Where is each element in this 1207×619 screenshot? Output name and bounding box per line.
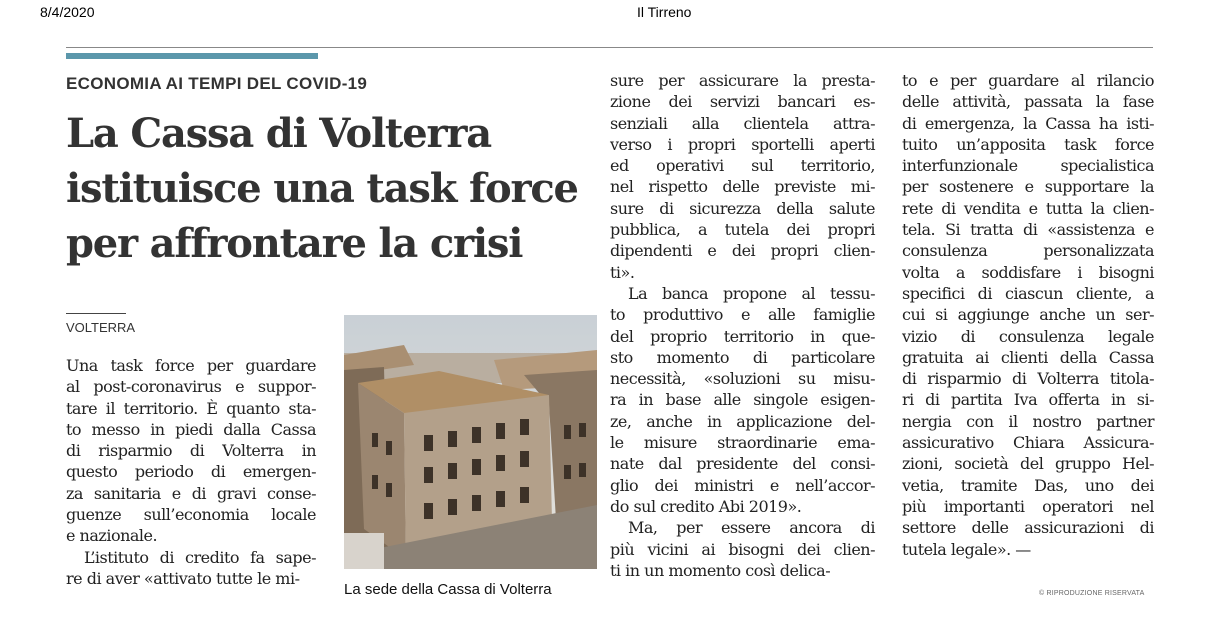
body-text-line: vetia, tramite Das, uno dei (902, 475, 1154, 495)
body-text-line: delle attività, passata la fase (902, 92, 1154, 112)
body-text-line: re di aver «attivato tutte le mi- (66, 568, 300, 588)
body-text-line: nel rispetto delle previste mi- (610, 177, 875, 197)
body-text-line: ra in base alle singole esigen- (610, 390, 875, 410)
body-text-line: zioni, società del gruppo Hel- (902, 454, 1154, 474)
newspaper-name: Il Tirreno (637, 4, 692, 20)
body-text-line: cui si aggiunge anche un ser- (902, 305, 1154, 325)
body-text-line: tare il territorio. È quanto sta- (66, 398, 316, 418)
body-text-line: più vicini ai bisogni dei clien- (610, 539, 875, 559)
body-text-line: tela. Si tratta di «assistenza e (902, 220, 1154, 240)
body-text-line: guenze sull’economia locale (66, 505, 316, 525)
copyright-notice: © RIPRODUZIONE RISERVATA (1039, 590, 1145, 597)
body-column-3 (902, 70, 1154, 560)
body-text-line: sto momento di particolare (610, 347, 875, 367)
article-kicker: ECONOMIA AI TEMPI DEL COVID-19 (66, 74, 368, 93)
body-text-line: do sul credito Abi 2019». (610, 496, 802, 516)
top-rule (66, 47, 1153, 48)
headline-line: La Cassa di Volterra (66, 110, 491, 157)
article-headline (66, 106, 606, 271)
print-date: 8/4/2020 (40, 4, 95, 20)
body-text-line: sure di sicurezza della salute (610, 198, 875, 218)
body-text-line: tuito un’apposita task force (902, 134, 1154, 154)
body-text-line: di risparmio di Volterra in (66, 441, 316, 461)
body-text-line: rete di vendita e tutta la clien- (902, 198, 1154, 218)
body-text-line: to messo in piedi dalla Cassa (66, 419, 316, 439)
body-text-line: necessità, «soluzioni su misu- (610, 369, 875, 389)
body-text-line: al post-coronavirus e suppor- (66, 377, 316, 397)
body-text-line: ri di partita Iva offerta in si- (902, 390, 1154, 410)
body-text-line: ti». (610, 262, 635, 282)
building-photo-icon (344, 315, 597, 569)
body-text-line: interfunzionale specialistica (902, 156, 1154, 176)
body-text-line: pubblica, a tutela dei propri (610, 220, 875, 240)
body-text-line: Ma, per essere ancora di (628, 518, 875, 538)
body-text-line: to produttivo e alle famiglie (610, 305, 875, 325)
body-text-line: vizio di consulenza legale (902, 326, 1154, 346)
body-text-line: consulenza personalizzata (902, 241, 1154, 261)
body-text-line: dipendenti e dei propri clien- (610, 241, 875, 261)
body-text-line: nate dal presidente del consi- (610, 454, 875, 474)
body-text-line: za sanitaria e di gravi conse- (66, 483, 316, 503)
body-text-line: per sostenere e supportare la (902, 177, 1154, 197)
body-text-line: to e per guardare al rilancio (902, 71, 1154, 90)
building-photo (344, 315, 597, 569)
body-text-line: le misure straordinarie ema- (610, 433, 875, 453)
body-text-line: tutela legale». — (902, 539, 1031, 559)
body-text-line: di emergenza, la Cassa ha isti- (902, 113, 1154, 133)
dateline-location: VOLTERRA (66, 320, 136, 335)
body-text-line: L’istituto di credito fa sape- (84, 547, 316, 567)
body-text-line: nergia con il nostro partner (902, 411, 1154, 431)
body-text-line: verso i propri sportelli aperti (610, 134, 875, 154)
location-rule (66, 313, 126, 314)
body-text-line: La banca propone al tessu- (628, 283, 875, 303)
section-accent-bar (66, 53, 318, 59)
body-text-line: zione dei servizi bancari es- (610, 92, 875, 112)
body-text-line: ed operativi sul territorio, (610, 156, 875, 176)
body-text-line: Una task force per guardare (66, 356, 316, 375)
body-text-line: ti in un momento così delica- (610, 560, 831, 580)
body-text-line: del proprio territorio in que- (610, 326, 875, 346)
body-text-line: di risparmio di Volterra titola- (902, 369, 1154, 389)
body-text-line: volta a soddisfare i bisogni (902, 262, 1154, 282)
photo-caption: La sede della Cassa di Volterra (344, 581, 552, 598)
body-text-line: gratuita ai clienti della Cassa (902, 347, 1154, 367)
body-column-2 (610, 70, 875, 581)
body-text-line: specifici di ciascun cliente, a (902, 283, 1154, 303)
body-text-line: sure per assicurare la presta- (610, 71, 875, 90)
headline-line: per affrontare la crisi (66, 220, 523, 267)
body-text-line: e nazionale. (66, 526, 158, 546)
body-text-line: questo periodo di emergen- (66, 462, 316, 482)
body-text-line: ze, anche in applicazione del- (610, 411, 875, 431)
headline-line: istituisce una task force (66, 165, 578, 212)
body-text-line: glio dei ministri e nell’accor- (610, 475, 875, 495)
body-text-line: settore delle assicurazioni di (902, 518, 1154, 538)
body-column-1 (66, 355, 316, 589)
body-text-line: più importanti operatori nel (902, 496, 1154, 516)
body-text-line: assicurativo Chiara Assicura- (902, 433, 1154, 453)
body-text-line: senziali alla clientela attra- (610, 113, 875, 133)
